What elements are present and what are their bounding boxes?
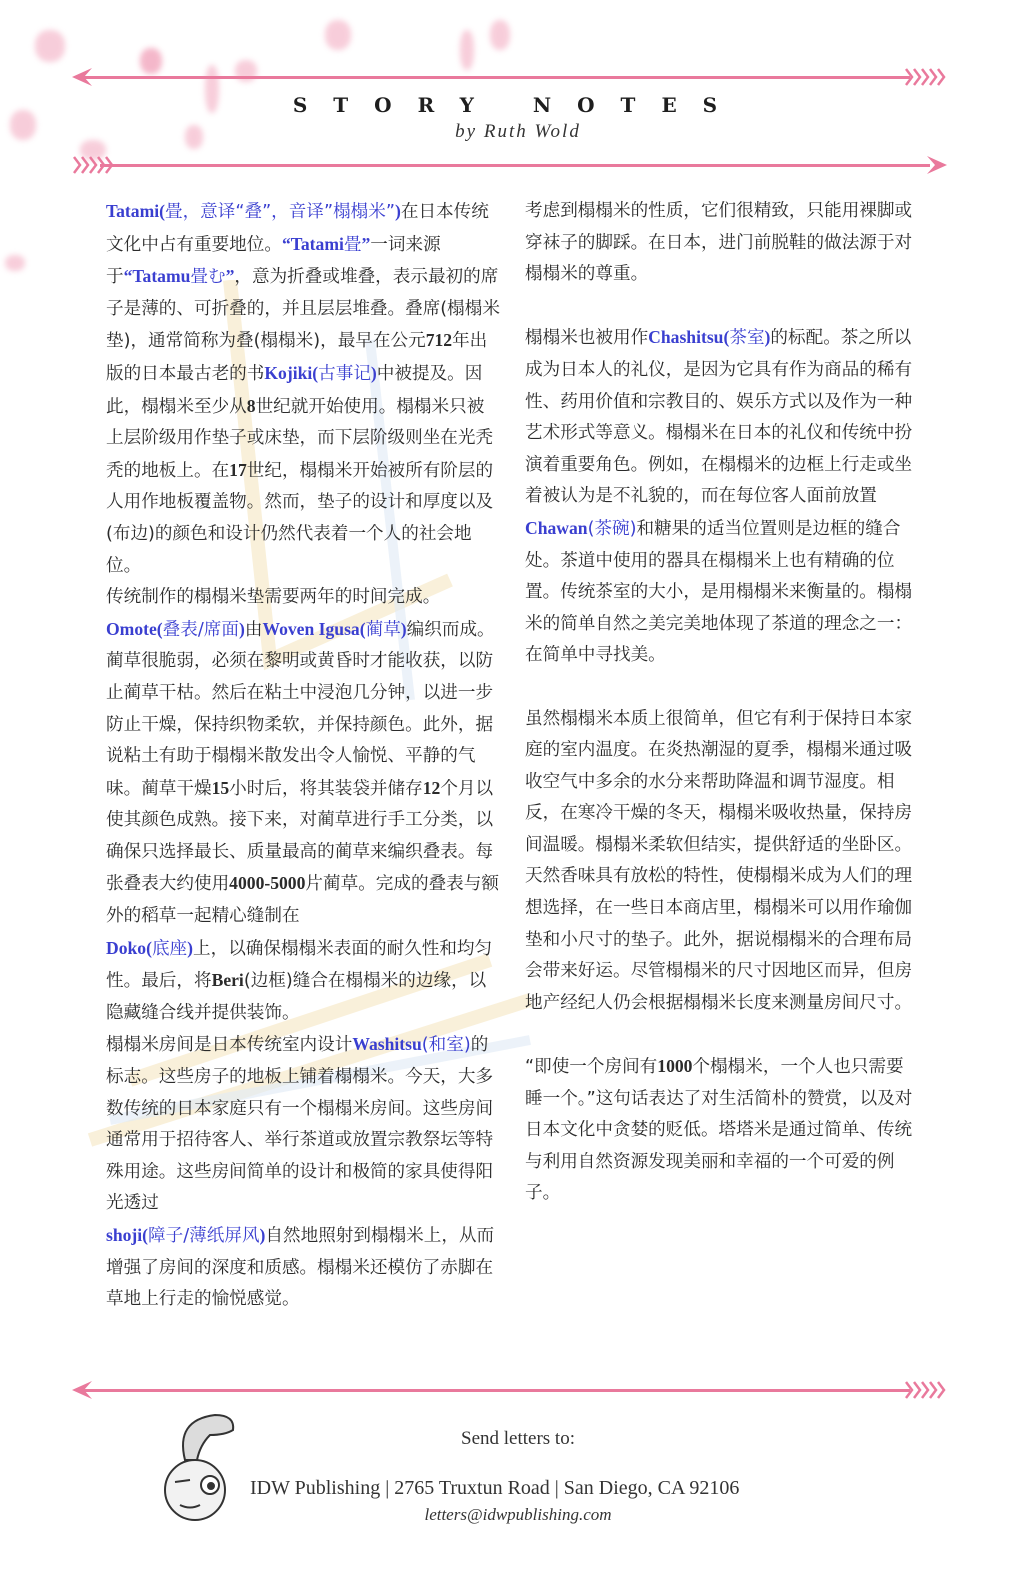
hours-number: 15 <box>211 777 230 798</box>
term-washitsu-gloss: (和室) <box>421 1035 471 1056</box>
text: 个榻榻米，一个人也只需要睡一个。”这句话表达了对生活简朴的赞赏，以及对日本文化中贪婪的贬低。塔塔米是通过简单、传统与利用自然资源发现美丽和幸福的一个可爱的例子。 <box>525 1057 913 1204</box>
term-doko-gloss: 底座 <box>151 938 188 959</box>
term-omote-gloss: 叠表/席面 <box>162 619 239 640</box>
fletching-icon <box>70 155 118 175</box>
right-column <box>525 196 920 1210</box>
paragraph-climate: 虽然榻榻米本质上很简单，但它有利于保持日本家庭的室内温度。在炎热潮湿的夏季，榻榻米通过吸收空气中多余的水分来帮助降温和调节湿度。相反，在寒冷干燥的冬天，榻榻米吸收热量，保持房间温暖。榻榻米柔软但结实，提供舒适的坐卧区。天然香味具有放松的特性，使榻榻米成为人们的理想选择，在一些日本商店里，榻榻米可以用作瑜伽垫和小尺寸的垫子。此外，据说榻榻米的合理布局会带来好运。尽管榻榻米的尺寸因地区而异，但房地产经纪人仍会根据榻榻米长度来测量房间尺寸。 <box>525 708 913 1013</box>
term-chashitsu: Chashitsu( <box>648 327 730 348</box>
paragraph-tatami-making <box>106 582 501 1029</box>
term-paren: ) <box>370 362 377 383</box>
paragraph-respect: 考虑到榻榻米的性质，它们很精致，只能用裸脚或穿袜子的脚踩。在日本，进门前脱鞋的做法源于对榻榻米的尊重。 <box>525 201 913 285</box>
year-number: 712 <box>425 330 453 351</box>
paragraph-washitsu <box>106 1029 501 1315</box>
term-paren: ) <box>187 937 194 958</box>
text: (边框)缝合在榻榻米的边缘，以隐藏缝合线并提供装饰。 <box>106 971 487 1023</box>
text: “即使一个房间有 <box>525 1057 658 1078</box>
term-tatami-kanji: 畳 <box>343 234 362 255</box>
arrow-left-icon <box>70 66 94 88</box>
fletching-icon <box>902 1380 950 1400</box>
term-quote-close: ” <box>361 233 371 254</box>
term-tatami-quote: “Tatami <box>281 233 344 254</box>
paragraph-chashitsu <box>525 322 920 672</box>
arrow-left-icon <box>70 1379 94 1401</box>
text: 的标志。这些房子的地板上铺着榻榻米。今天，大多数传统的日本家庭只有一个榻榻米房间。这些房间通常用于招待客人、举行茶道或放置宗教祭坛等特殊用途。这些房间简单的设计和极简的家具使得阳光透过 <box>106 1035 494 1214</box>
century-number: 8 <box>246 395 256 416</box>
term-washitsu: Washitsu <box>352 1034 422 1055</box>
text: 一词来源于 <box>106 234 441 288</box>
months-number: 12 <box>422 777 441 798</box>
term-tatami: Tatami( <box>106 201 165 221</box>
text: ，意为折叠或堆叠，表示最初的席子是薄的、可折叠的，并且层层堆叠。叠席(榻榻米垫)，通常简称为叠(榻榻米)，最早在公元 <box>106 267 500 352</box>
term-tatamu-kanji: 畳む <box>190 267 226 288</box>
text: 上，以确保榻榻米表面的耐久性和均匀性。最后，将 <box>106 938 493 992</box>
term-paren: ) <box>400 618 407 639</box>
paragraph-quote <box>525 1051 920 1210</box>
text: 传统制作的榻榻米垫需要两年的时间完成。 <box>106 587 441 608</box>
text: 片蔺草。完成的叠表与额外的稻草一起精心缝制在 <box>106 874 499 927</box>
text: 个月以使其颜色成熟。接下来，对蔺草进行手工分类，以确保只选择最长、质量最高的蔺草来编织叠表。每张叠表大约使用 <box>106 778 494 895</box>
text: 由 <box>244 619 263 640</box>
text: 榻榻米也被用作 <box>525 328 649 349</box>
term-doko: Doko( <box>106 937 152 958</box>
mailing-address: IDW Publishing | 2765 Truxtun Road | San Diego, CA 92106 <box>250 1477 740 1499</box>
term-chawan: Chawan <box>525 517 588 538</box>
term-kojiki: Kojiki( <box>264 362 319 383</box>
author-byline: by Ruth Wold <box>455 121 581 142</box>
text: 小时后，将其装袋并储存 <box>229 778 423 799</box>
send-letters-label: Send letters to: <box>461 1428 575 1449</box>
term-kojiki-gloss: 古事记 <box>318 363 371 384</box>
text: 自然地照射到榻榻米上，从而增强了房间的深度和质感。榻榻米还模仿了赤脚在草地上行走的愉悦感觉。 <box>106 1226 495 1310</box>
text: 年出版的日本最古老的书 <box>106 331 488 384</box>
term-chashitsu-gloss: 茶室 <box>729 328 765 349</box>
paragraph-tatami-origin <box>106 196 501 582</box>
text: 和糖果的适当位置则是边框的缝合处。茶道中使用的器具在榻榻米上也有精确的位置。传统茶室的大小，是用榻榻米来衡量的。榻榻米的简单自然之美完美地体现了茶道的理念之一：在简单中寻找美。 <box>525 518 913 666</box>
term-omote: Omote( <box>106 618 163 639</box>
text: 榻榻米房间是日本传统室内设计 <box>106 1035 353 1056</box>
term-paren: ) <box>238 618 245 639</box>
text: 世纪就开始使用。榻榻米只被上层阶级用作垫子或床垫，而下层阶级则坐在光秃秃的地板上。在 <box>106 396 494 481</box>
term-shoji: shoji( <box>106 1225 149 1245</box>
text: 的标配。茶之所以成为日本人的礼仪，是因为它具有作为商品的稀有性、药用价值和宗教目的、娱乐方式以及作为一种艺术形式等意义。榻榻米在日本的礼仪和传统中扮演着重要角色。例如，在榻榻米的边框上行走或坐着被认为是不礼貌的，而在每位客人面前放置 <box>525 328 913 507</box>
term-tatamu: “Tatamu <box>123 266 191 287</box>
term-beri: Beri <box>211 970 244 991</box>
text: 世纪，榻榻米开始被所有阶层的人用作地板覆盖物。然而，垫子的设计和厚度以及(布边)的颜色和设计仍然代表着一个人的社会地位。 <box>106 460 494 576</box>
text: 编织而成。蔺草很脆弱，必须在黎明或黄昏时才能收获，以防止蔺草干枯。然后在粘土中浸泡几分钟，以进一步防止干燥，保持织物柔软，并保持颜色。此外，据说粘土有助于榻榻米散发出令人愉悦、平静的气味。蔺草干燥 <box>106 619 495 799</box>
contact-email-link[interactable]: letters@idwpublishing.com <box>424 1505 612 1524</box>
term-igusa-gloss: 蔺草 <box>365 619 401 640</box>
page-title: STORY NOTES <box>292 93 744 117</box>
term-shoji-gloss: 障子/薄纸屏风 <box>148 1226 260 1246</box>
text: 中被提及。因此，榻榻米至少从 <box>106 363 483 417</box>
term-paren: ) <box>394 201 401 221</box>
term-igusa: Woven Igusa( <box>262 618 366 639</box>
term-paren: ) <box>259 1225 266 1245</box>
text: 在日本传统文化中占有重要地位。 <box>106 202 489 255</box>
century-number: 17 <box>229 459 247 480</box>
left-column <box>106 196 501 1316</box>
term-tatami-gloss: 畳，意译“叠”，音译”榻榻米” <box>164 202 395 222</box>
reed-count: 4000-5000 <box>229 873 306 894</box>
term-quote-close: ” <box>225 266 235 287</box>
arrow-right-icon <box>925 154 949 176</box>
term-chawan-gloss: (茶碗) <box>587 518 637 539</box>
fletching-icon <box>902 67 950 87</box>
quote-number: 1000 <box>657 1056 693 1077</box>
term-paren: ) <box>764 327 771 348</box>
